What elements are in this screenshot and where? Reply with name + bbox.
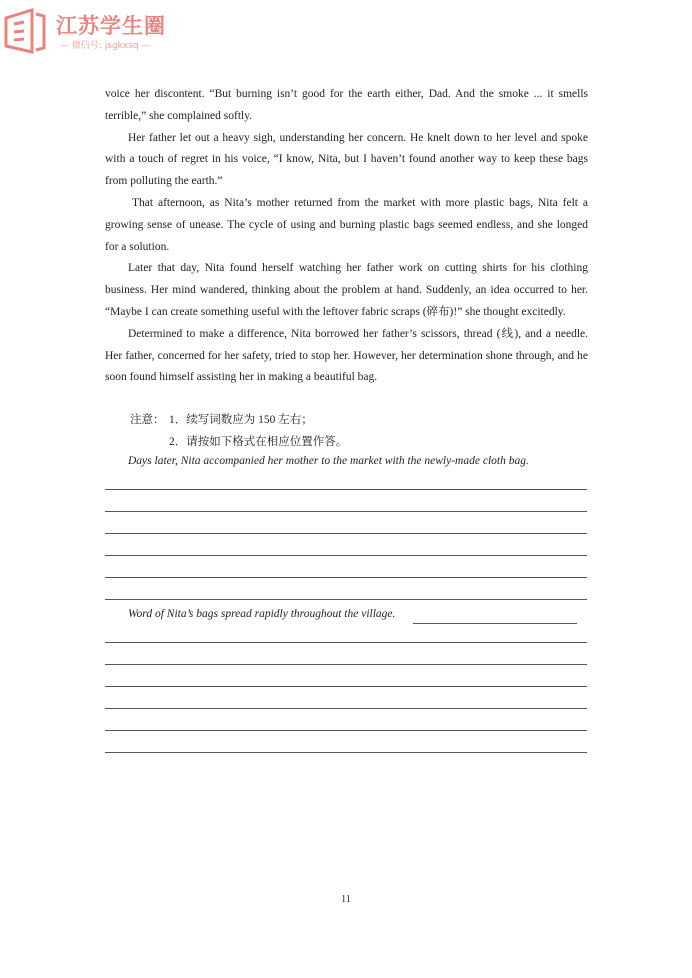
writing-line[interactable]: [105, 686, 587, 687]
writing-line[interactable]: [105, 730, 587, 731]
writing-line[interactable]: [105, 511, 587, 512]
writing-line-inline[interactable]: [413, 623, 577, 624]
writing-line[interactable]: [105, 708, 587, 709]
note-item-1: 1．续写词数应为 150 左右；: [169, 414, 313, 426]
watermark-brand-name: 江苏学生圈: [56, 14, 166, 38]
note-label: 注意：: [130, 414, 165, 426]
jsxsq-logo-icon: [2, 6, 48, 56]
page-number: 11: [341, 894, 351, 905]
writing-line[interactable]: [105, 555, 587, 556]
paragraph-5: Determined to make a difference, Nita borrowed her father’s scissors, thread (线), and a needle. Her father, concerned for her safety, tried to stop her. However, her determination shone through, and he soon found himself assisting her in making a beautiful bag.: [105, 327, 588, 384]
continuation-prompt-1: Days later, Nita accompanied her mother to the market with the newly-made cloth bag.: [128, 455, 529, 467]
writing-line[interactable]: [105, 664, 587, 665]
paragraph-4: Later that day, Nita found herself watching her father work on cutting shirts for his clothing business. Her mind wandered, thinking about the problem at hand. Suddenly, an idea occurred to her. “Maybe I can create something useful with the leftover fabric scraps (碎布)!” she thought excitedly.: [105, 262, 588, 318]
writing-line[interactable]: [105, 752, 587, 753]
writing-line[interactable]: [105, 489, 587, 490]
paragraph-2: Her father let out a heavy sigh, understanding her concern. He knelt down to her level and spoke with a touch of regret in his voice, “I know, Nita, but I haven’t found another way to keep these bags from polluting the earth.”: [105, 131, 588, 188]
watermark-subtitle: — 微信号: jsgkxsq —: [60, 41, 151, 51]
writing-line[interactable]: [105, 642, 587, 643]
continuation-prompt-2: Word of Nita’s bags spread rapidly throughout the village.: [128, 608, 396, 620]
paragraph-1: voice her discontent. “But burning isn’t good for the earth either, Dad. And the smoke ... it smells terrible,” she complained softly.: [105, 88, 588, 122]
writing-line[interactable]: [105, 533, 587, 534]
note-item-2: 2．请按如下格式在相应位置作答。: [169, 436, 348, 448]
writing-line[interactable]: [105, 599, 587, 600]
paragraph-3: That afternoon, as Nita’s mother returned from the market with more plastic bags, Nita felt a growing sense of unease. The cycle of using and burning plastic bags seemed endless, and she longed for a solution.: [105, 196, 588, 253]
writing-line[interactable]: [105, 577, 587, 578]
story-passage: [105, 84, 588, 389]
